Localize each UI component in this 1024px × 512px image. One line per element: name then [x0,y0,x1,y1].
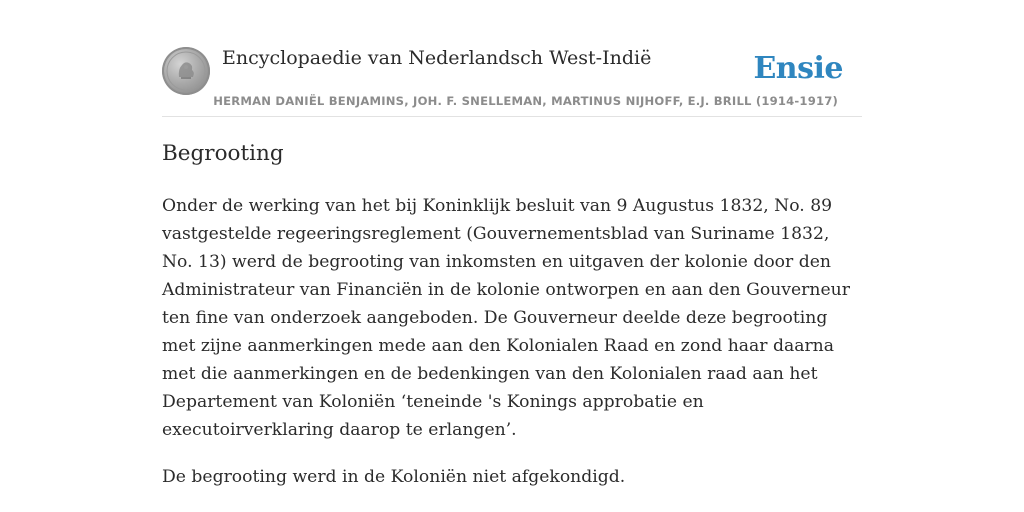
entry-body [162,192,862,510]
coin-emblem-icon[interactable] [162,47,210,95]
page [162,0,862,487]
book-authors: HERMAN DANIËL BENJAMINS, JOH. F. SNELLEMAN, MARTINUS NIJHOFF, E.J. BRILL (1914-1917) [213,94,838,108]
book-title[interactable]: Encyclopaedie van Nederlandsch West-Indië [222,47,652,69]
entry-paragraph: Onder de werking van het bij Koninklijk besluit van 9 Augustus 1832, No. 89 vastgestelde regeeringsreglement (Gouvernementsblad van Suriname 1832, No. 13) werd de begrooting van inkomsten en uitgaven der kolonie door den Administrateur van Financiën in de kolonie ontworpen en aan den Gouverneur ten fine van onderzoek aangeboden. De Gouverneur deelde deze begrooting met zijne aanmerkingen mede aan den Kolonialen Raad en zond haar daarna met die aanmerkingen en de bedenkingen van den Kolonialen raad aan het Departement van Koloniën ‘teneinde 's Konings approbatie en executoirverklaring daarop te erlangen’. [162,196,850,440]
brand-logo[interactable]: Ensie [753,51,843,86]
entry-paragraph: De begrooting werd in de Koloniën niet afgekondigd. [162,467,626,487]
entry-title: Begrooting [162,141,284,166]
book-header [162,0,862,117]
